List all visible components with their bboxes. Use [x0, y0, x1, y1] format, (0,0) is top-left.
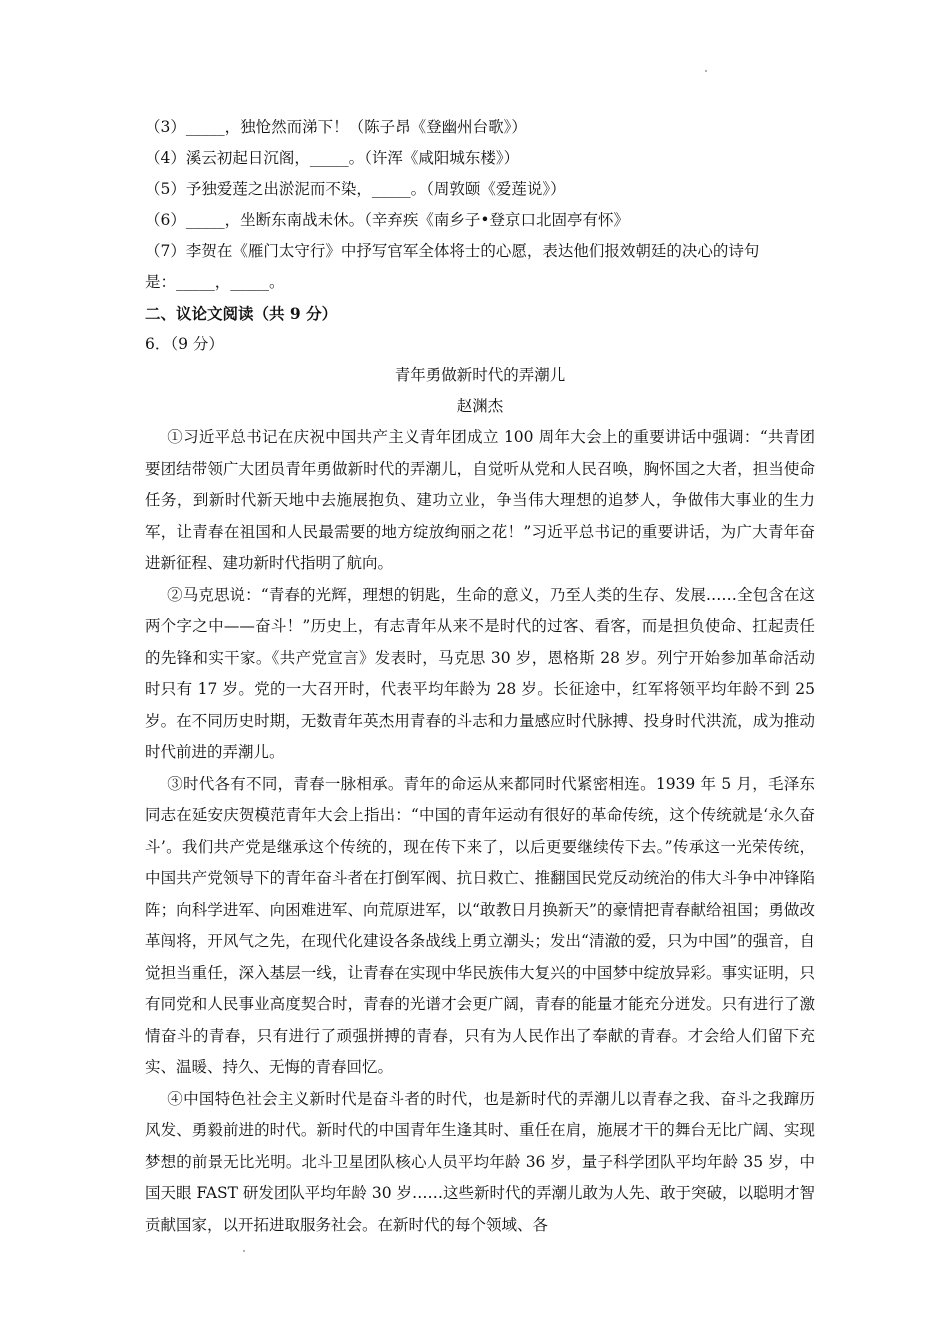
- fill-in-section: [145, 112, 815, 298]
- article-paragraph-4: [145, 1084, 815, 1242]
- fill-in-item-7: （7）李贺在《雁门太守行》中抒写官军全体将士的心愿，表达他们报效朝廷的决心的诗句: [145, 242, 760, 260]
- fill-in-item-4: （4）溪云初起日沉阁，_____。（许浑《咸阳城东楼》）: [145, 149, 520, 167]
- fill-in-item-3: （3）_____，独怆然而涕下！（陈子昂《登幽州台歌》）: [145, 118, 527, 136]
- fill-in-item-5: （5）予独爱莲之出淤泥而不染，_____。（周敦颐《爱莲说》）: [145, 180, 566, 198]
- fill-in-item-7-continued: 是：_____，_____。: [145, 273, 285, 291]
- article-paragraph-1: [145, 422, 815, 580]
- paragraph-text: ②马克思说：“青春的光辉，理想的钥匙，生命的意义，乃至人类的生存、发展……全包含在这两个字之中——奋斗！”历史上，有志青年从来不是时代的过客、看客，而是担负使命、扛起责任的先锋和实干家。《共产党宣言》发表时，马克思 30 岁，恩格斯 28 岁。列宁开始参加革命活动时只有 17 岁。党的一大召开时，代表平均年龄为 28 岁。长征途中，红军将领平均年龄不到 25 岁。在不同历史时期，无数青年英杰用青春的斗志和力量感应时代脉搏、投身时代洪流，成为推动时代前进的弄潮儿。: [145, 585, 815, 761]
- paragraph-text: ④中国特色社会主义新时代是奋斗者的时代，也是新时代的弄潮儿以青春之我、奋斗之我蹿历风发、勇毅前进的时代。新时代的中国青年生逢其时、重任在肩，施展才干的舞台无比广阔、实现梦想的前景无比光明。北斗卫星团队核心人员平均年龄 36 岁，量子科学团队平均年龄 35 岁，中国天眼 FAST 研发团队平均年龄 30 岁……这些新时代的弄潮儿敢为人先、敢于突破，以聪明才智贡献国家，以开拓进取服务社会。在新时代的每个领域、各: [145, 1089, 815, 1234]
- article-paragraph-2: [145, 580, 815, 769]
- fill-in-item-6: （6）_____，坐断东南战未休。（辛弃疾《南乡子•登京口北固亭有怀》: [145, 211, 630, 229]
- question-label: 6．（9 分）: [145, 335, 224, 353]
- section-heading: 二、议论文阅读（共 9 分）: [145, 304, 338, 323]
- article-body: [145, 422, 815, 1241]
- exam-page: [145, 112, 815, 1241]
- article-paragraph-3: [145, 769, 815, 1084]
- paragraph-text: ①习近平总书记在庆祝中国共产主义青年团成立 100 周年大会上的重要讲话中强调：“共青团要团结带领广大团员青年勇做新时代的弄潮儿，自觉听从党和人民召唤，胸怀国之大者，担当使命任务，到新时代新天地中去施展抱负、建功立业，争当伟大理想的追梦人，争做伟大事业的生力军，让青春在祖国和人民最需要的地方绽放绚丽之花！”习近平总书记的重要讲话，为广大青年奋进新征程、建功新时代指明了航向。: [145, 428, 815, 572]
- scan-speck: [243, 1250, 245, 1252]
- article-author: 赵渊杰: [456, 397, 504, 415]
- scan-speck: [705, 70, 707, 72]
- article-title: 青年勇做新时代的弄潮儿: [394, 366, 566, 384]
- paragraph-text: ③时代各有不同，青春一脉相承。青年的命运从来都同时代紧密相连。1939 年 5 月，毛泽东同志在延安庆贺模范青年大会上指出：“中国的青年运动有很好的革命传统，这个传统就是‘永久奋斗’。我们共产党是继承这个传统的，现在传下来了，以后更要继续传下去。”传承这一光荣传统，中国共产党领导下的青年奋斗者在打倒军阀、抗日救亡、推翻国民党反动统治的伟大斗争中冲锋陷阵；向科学进军、向困难进军、向荒原进军，以“敢教日月换新天”的豪情把青春献给祖国；勇做改革闯将，开风气之先，在现代化建设各条战线上勇立潮头；发出“清澈的爱，只为中国”的强音，自觉担当重任，深入基层一线，让青春在实现中华民族伟大复兴的中国梦中绽放异彩。事实证明，只有同党和人民事业高度契合时，青春的光谱才会更广阔，青春的能量才能充分迸发。只有进行了激情奋斗的青春，只有进行了顽强拼搏的青春，只有为人民作出了奉献的青春。才会给人们留下充实、温暖、持久、无悔的青春回忆。: [145, 774, 815, 1076]
